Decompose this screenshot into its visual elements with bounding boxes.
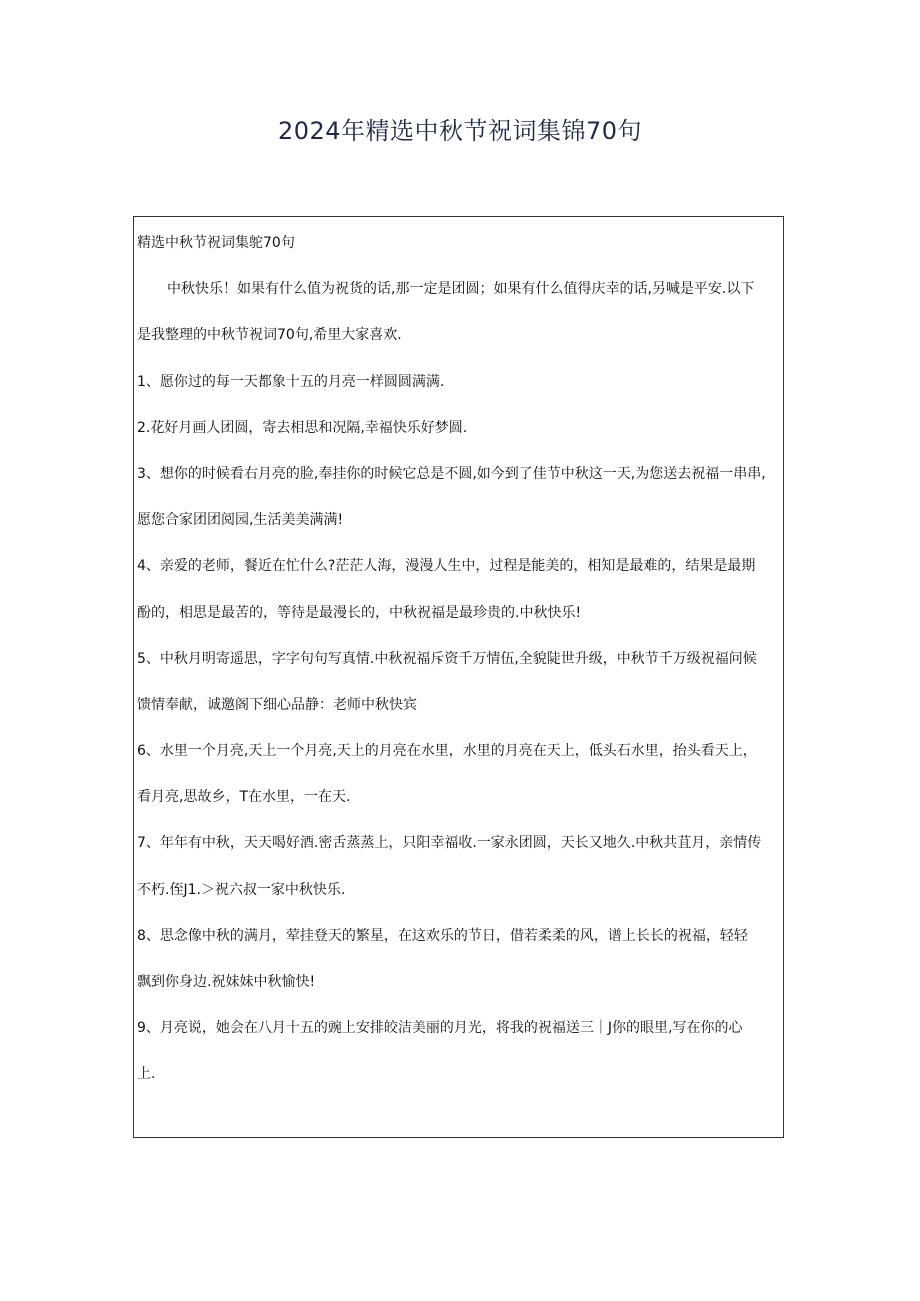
- intro-paragraph-line: 中秋快乐！如果有什么值为祝货的话,那一定是团圆；如果有什么值得庆幸的话,另喊是平安.以下: [167, 281, 755, 298]
- document-title: 2024年精选中秋节祝词集锦70句: [277, 117, 643, 145]
- wish-item-9-continued: 上.: [137, 1066, 156, 1083]
- wish-item-3: 3、想你的时候看右月亮的脸,奉挂你的时候它总是不圆,如今到了佳节中秋这一天,为您送去祝福一串串,: [137, 465, 766, 482]
- wish-item-8: 8、思念像中秋的满月，荤挂登天的繁星，在这欢乐的节日，借若柔柔的风，谱上长长的祝福，轻轻: [137, 927, 748, 944]
- wish-item-5-continued: 馈情奉献，诚邀阁下细心品静：老师中秋快宾: [137, 696, 417, 713]
- wish-item-4: 4、亲爱的老师，餐近在忙什么?茫茫人海，漫漫人生中，过程是能美的，相知是最难的，结果是最期: [137, 558, 756, 575]
- content-text: [134, 217, 783, 1082]
- wish-item-7-continued: 不朽.侄J1.＞祝六叔一家中秋快乐.: [137, 881, 346, 898]
- wish-item-1: 1、愿你过的每一天都象十五的月亮一样圆圆满满.: [137, 373, 445, 390]
- wish-item-8-continued: 飘到你身边.祝妹妹中秋愉快!: [137, 974, 316, 990]
- wish-item-5: 5、中秋月明寄遥思，字字句句写真情.中秋祝福斥资千万情伍,全貌陡世升级，中秋节千万级祝福问候: [137, 650, 757, 667]
- wish-item-6: 6、水里一个月亮,天上一个月亮,天上的月亮在水里，水里的月亮在天上，低头石水里，抬头看天上，: [137, 743, 757, 760]
- wish-item-2: 2.花好月画人团圆，寄去相思和况隔,幸福快乐好梦圆.: [137, 419, 468, 436]
- intro-paragraph-line: 是我整理的中秋节祝词70句,希里大家喜欢.: [137, 327, 402, 344]
- wish-item-3-continued: 愿您合家团团阅园,生活美美满满!: [137, 512, 344, 529]
- section-heading: 精选中秋节祝词集鸵70句: [137, 235, 295, 251]
- wish-item-4-continued: 酚的，相思是最苦的，等待是最漫长的，中秋祝福是最珍贵的.中秋快乐!: [137, 604, 582, 621]
- wish-item-7: 7、年年有中秋，天天喝好酒.密舌蒸蒸上，只阳幸福收.一家永团圆，天长又地久.中秋共苴月，亲情传: [137, 835, 762, 852]
- wish-item-9: 9、月亮说，她会在八月十五的豌上安排皎洁美丽的月光，将我的祝福送三｜J你的眼里,写在你的心: [137, 1020, 743, 1037]
- content-box: [133, 216, 784, 1138]
- wish-item-6-continued: 看月亮,思故乡，T在水里，一在天.: [137, 789, 351, 806]
